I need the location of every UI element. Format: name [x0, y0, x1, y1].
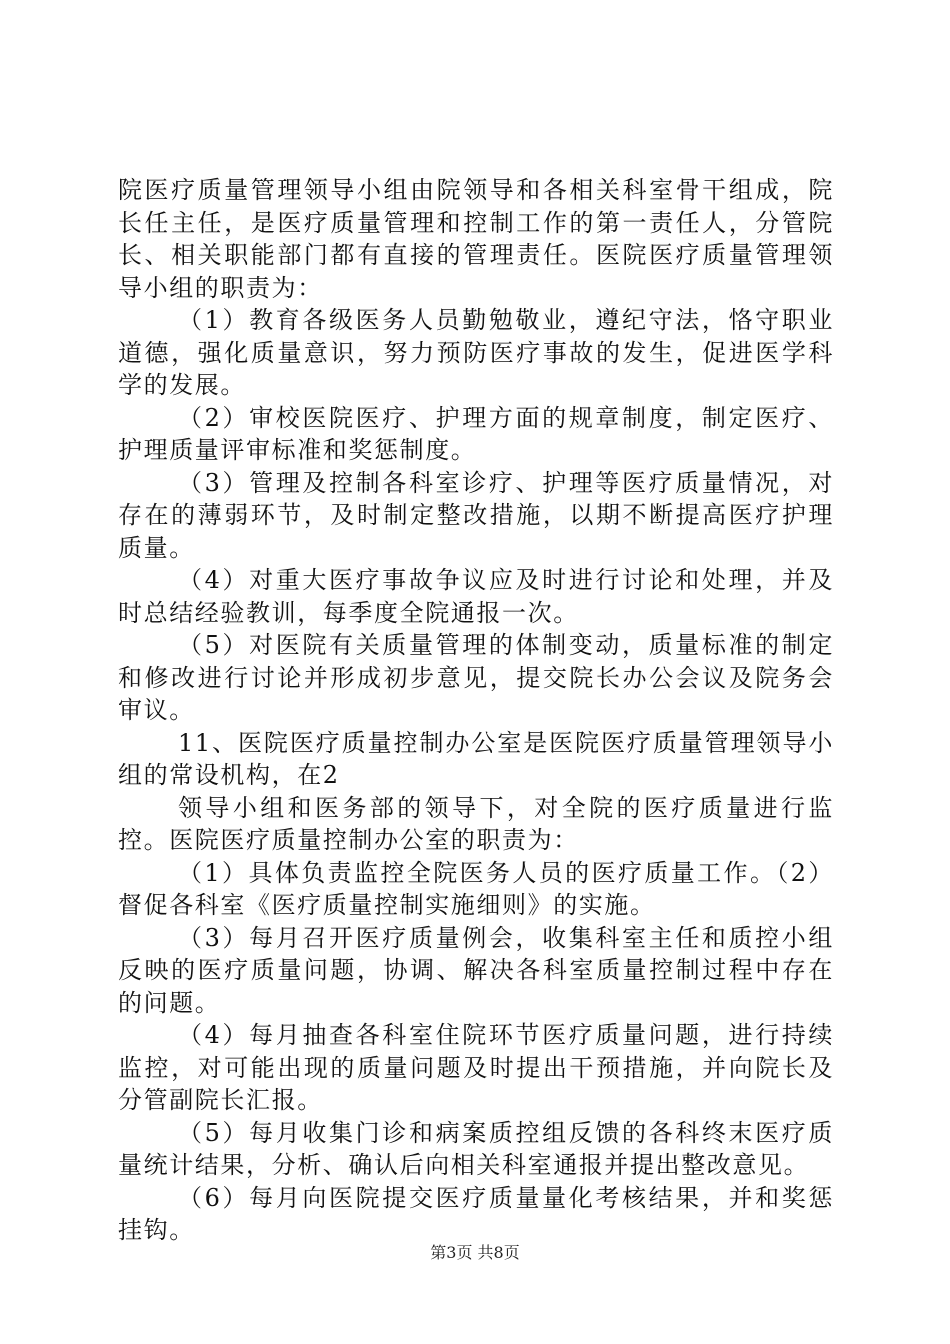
paragraph: （2）审校医院医疗、护理方面的规章制度，制定医疗、护理质量评审标准和奖惩制度。 — [118, 403, 834, 464]
paragraph: （1）教育各级医务人员勤勉敬业，遵纪守法，恪守职业道德，强化质量意识，努力预防医疗事故的发生，促进医学科学的发展。 — [118, 306, 834, 399]
document-body — [118, 174, 834, 1247]
paragraph: （4）每月抽查各科室住院环节医疗质量问题，进行持续监控，对可能出现的质量问题及时提出干预措施，并向院长及分管副院长汇报。 — [118, 1021, 834, 1114]
paragraph: 领导小组和医务部的领导下，对全院的医疗质量进行监控。医院医疗质量控制办公室的职责为： — [118, 793, 834, 854]
page-footer — [0, 1243, 950, 1263]
paragraph: （4）对重大医疗事故争议应及时进行讨论和处理，并及时总结经验教训，每季度全院通报一次。 — [118, 566, 834, 627]
paragraph: （6）每月向医院提交医疗质量量化考核结果，并和奖惩挂钩。 — [118, 1183, 834, 1244]
paragraph: （1）具体负责监控全院医务人员的医疗质量工作。（2）督促各科室《医疗质量控制实施细则》的实施。 — [118, 858, 834, 919]
paragraph: 院医疗质量管理领导小组由院领导和各相关科室骨干组成，院长任主任，是医疗质量管理和控制工作的第一责任人，分管院长、相关职能部门都有直接的管理责任。医院医疗质量管理领导小组的职责为： — [118, 176, 834, 302]
paragraph: 11、医院医疗质量控制办公室是医院医疗质量管理领导小组的常设机构，在2 — [118, 728, 834, 789]
paragraph: （3）管理及控制各科室诊疗、护理等医疗质量情况，对存在的薄弱环节，及时制定整改措施，以期不断提高医疗护理质量。 — [118, 468, 834, 562]
page-number-label: 第3页 共8页 — [430, 1243, 520, 1262]
paragraph: （5）每月收集门诊和病案质控组反馈的各科终末医疗质量统计结果，分析、确认后向相关科室通报并提出整改意见。 — [118, 1118, 834, 1179]
paragraph: （3）每月召开医疗质量例会，收集科室主任和质控小组反映的医疗质量问题，协调、解决各科室质量控制过程中存在的问题。 — [118, 923, 834, 1017]
paragraph: （5）对医院有关质量管理的体制变动，质量标准的制定和修改进行讨论并形成初步意见，提交院长办公会议及院务会审议。 — [118, 631, 834, 724]
